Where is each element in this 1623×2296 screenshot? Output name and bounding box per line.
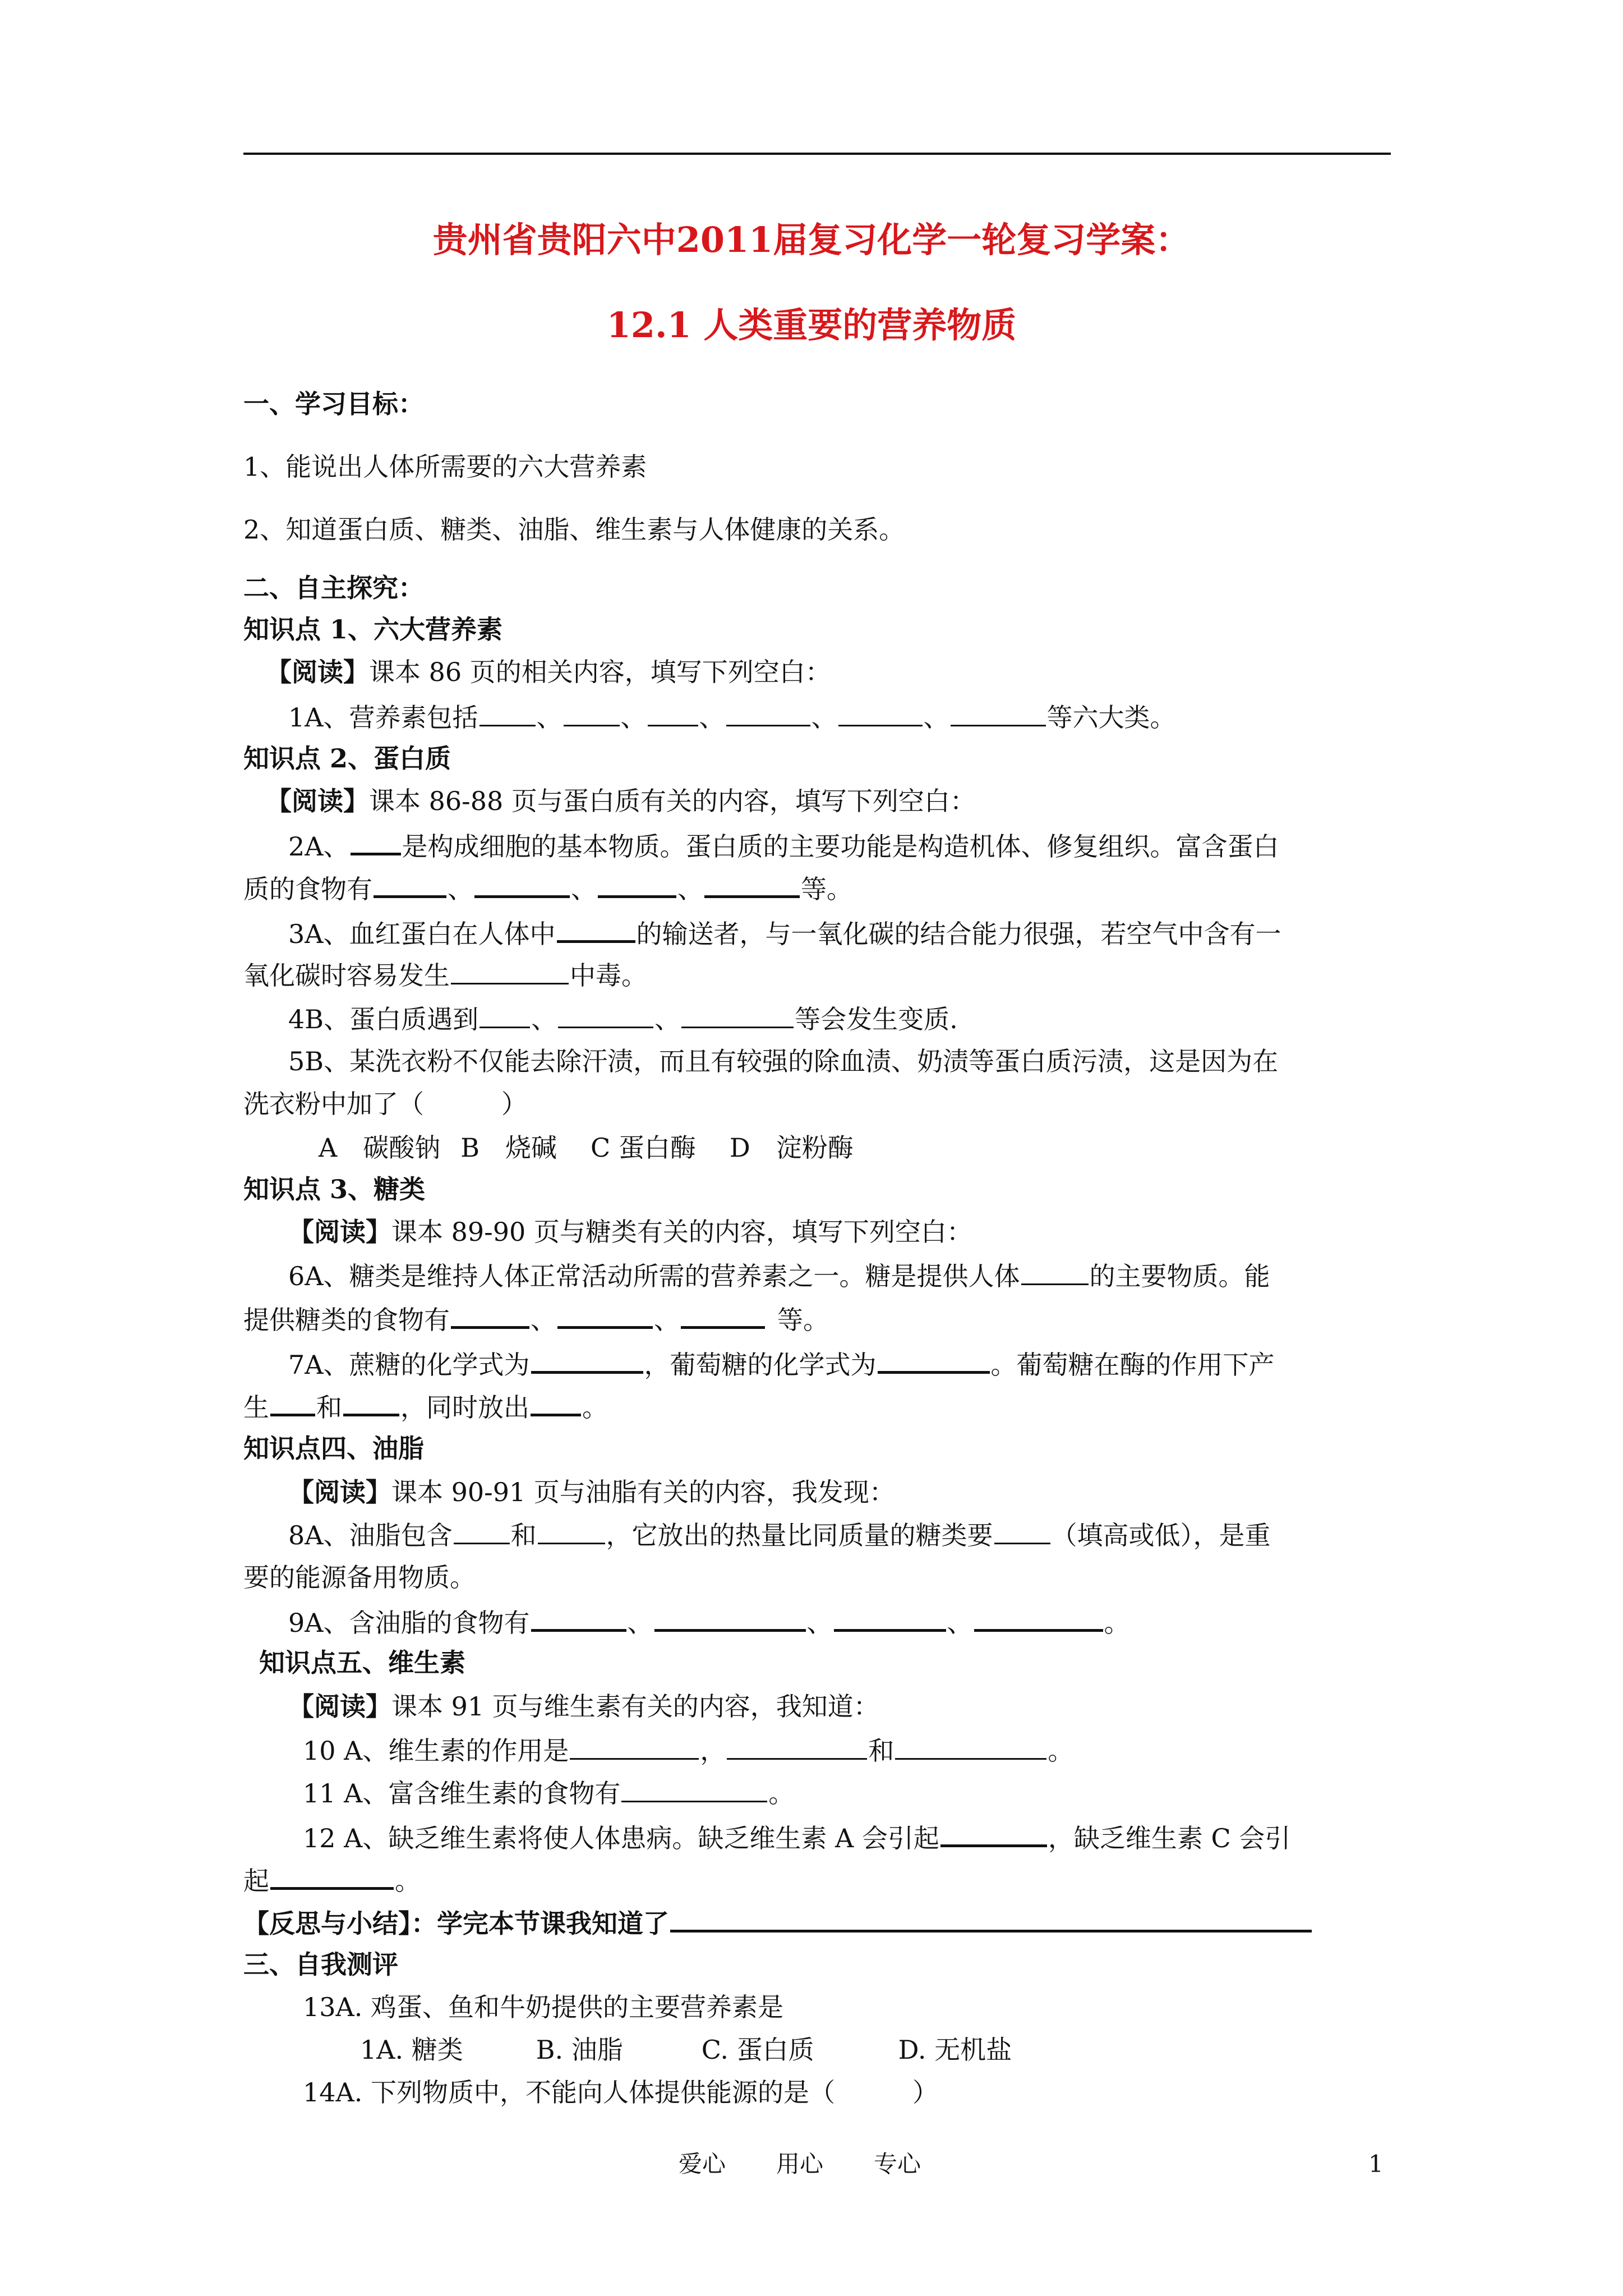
answer-blank[interactable] (654, 1604, 806, 1632)
question-9a: 9A、含油脂的食物有 、 、 、 。 (288, 1604, 1130, 1640)
answer-blank[interactable] (531, 1389, 581, 1416)
footer-item: 专心 (874, 2150, 921, 2178)
answer-blank[interactable] (648, 700, 698, 726)
read-instruction-3: 【阅读】课本 89-90 页与糖类有关的内容，填写下列空白： (288, 1217, 972, 1247)
answer-blank[interactable] (270, 1389, 315, 1416)
question-2a-cont: 质的食物有 、 、 、 等。 (243, 871, 852, 906)
question-12a: 12 A、缺乏维生素将使人体患病。缺乏维生素 A 会引起 ，缺乏维生素 C 会引 (303, 1820, 1290, 1855)
answer-blank[interactable] (451, 1301, 529, 1329)
answer-blank[interactable] (531, 1346, 643, 1374)
document-subtitle: 12.1 人类重要的营养物质 (606, 305, 1017, 346)
option-d[interactable]: D. 无机盐 (898, 2035, 1012, 2065)
answer-blank[interactable] (454, 1518, 510, 1544)
answer-blank[interactable] (374, 871, 446, 898)
answer-blank[interactable] (557, 915, 635, 943)
option-a[interactable]: A 碳酸钠 (319, 1133, 441, 1163)
goal-2: 2、知道蛋白质、糖类、油脂、维生素与人体健康的关系。 (243, 514, 905, 545)
answer-blank[interactable] (598, 871, 676, 898)
answer-blank[interactable] (670, 1905, 1312, 1932)
answer-blank[interactable] (479, 1002, 530, 1028)
answer-blank[interactable] (351, 828, 401, 855)
question-2a: 2A、 是构成细胞的基本物质。蛋白质的主要功能是构造机体、修复组织。富含蛋白 (288, 828, 1279, 863)
answer-blank[interactable] (558, 1002, 653, 1028)
knowledge-point-5: 知识点五、维生素 (259, 1648, 465, 1678)
question-7a: 7A、蔗糖的化学式为 ，葡萄糖的化学式为 。葡萄糖在酶的作用下产 (288, 1346, 1275, 1382)
answer-blank[interactable] (878, 1346, 990, 1374)
question-13a: 13A. 鸡蛋、鱼和牛奶提供的主要营养素是 (303, 1992, 783, 2022)
footer-item: 爱心 (679, 2150, 726, 2178)
reflection-summary: 【反思与小结】：学完本节课我知道了 (243, 1905, 1313, 1940)
goal-1: 1、能说出人体所需要的六大营养素 (243, 452, 647, 482)
read-instruction-1: 【阅读】课本 86 页的相关内容，填写下列空白： (266, 657, 831, 687)
knowledge-point-1: 知识点 1、六大营养素 (243, 614, 503, 645)
question-3a: 3A、血红蛋白在人体中 的输送者，与一氧化碳的结合能力很强，若空气中含有一 (288, 915, 1281, 951)
knowledge-point-3: 知识点 3、糖类 (243, 1174, 426, 1204)
answer-blank[interactable] (895, 1733, 1046, 1760)
question-4b: 4B、蛋白质遇到 、 、 等会发生变质. (288, 1002, 958, 1036)
question-6a-cont: 提供糖类的食物有 、 、 等。 (243, 1301, 829, 1337)
read-instruction-4: 【阅读】课本 90-91 页与油脂有关的内容，我发现： (288, 1477, 895, 1507)
answer-blank[interactable] (531, 1604, 626, 1632)
read-instruction-5: 【阅读】课本 91 页与维生素有关的内容，我知道： (288, 1691, 879, 1722)
page-footer (679, 2148, 971, 2180)
answer-blank[interactable] (479, 700, 536, 726)
read-instruction-2: 【阅读】课本 86-88 页与蛋白质有关的内容，填写下列空白： (266, 786, 976, 816)
knowledge-point-2: 知识点 2、蛋白质 (243, 743, 451, 774)
option-d[interactable]: D 淀粉酶 (729, 1133, 854, 1163)
read-label: 【阅读】 (266, 657, 369, 687)
section-heading-explore: 二、自主探究： (243, 573, 424, 603)
answer-blank[interactable] (951, 700, 1046, 726)
answer-blank[interactable] (621, 1776, 767, 1802)
question-8a-cont: 要的能源备用物质。 (243, 1562, 476, 1593)
question-13a-options (360, 2033, 1012, 2067)
question-14a: 14A. 下列物质中，不能向人体提供能源的是（ ） (303, 2077, 938, 2108)
question-5b-cont: 洗衣粉中加了（ ） (243, 1089, 527, 1119)
question-1a: 1A、营养素包括 、 、 、 、 、 等六大类。 (288, 700, 1176, 734)
page-number: 1 (1368, 2150, 1384, 2178)
footer-item: 用心 (776, 2150, 824, 2178)
option-c[interactable]: C 蛋白酶 (591, 1133, 696, 1163)
question-6a: 6A、糖类是维持人体正常活动所需的营养素之一。糖是提供人体 的主要物质。能 (288, 1259, 1270, 1293)
answer-blank[interactable] (704, 871, 800, 898)
answer-blank[interactable] (270, 1862, 394, 1890)
answer-blank[interactable] (1021, 1259, 1089, 1285)
answer-blank[interactable] (451, 958, 569, 984)
answer-blank[interactable] (343, 1389, 399, 1416)
option-b[interactable]: B 烧碱 (460, 1133, 557, 1163)
answer-blank[interactable] (940, 1820, 1047, 1847)
question-3a-cont: 氧化碳时容易发生 中毒。 (243, 958, 647, 992)
answer-blank[interactable] (557, 1301, 653, 1329)
answer-blank[interactable] (994, 1518, 1050, 1544)
question-8a: 8A、油脂包含 和 ，它放出的热量比同质量的糖类要 （填高或低），是重 (288, 1518, 1271, 1552)
question-10a: 10 A、维生素的作用是 ， 和 。 (303, 1733, 1073, 1768)
question-5b: 5B、某洗衣粉不仅能去除汗渍，而且有较强的除血渍、奶渍等蛋白质污渍，这是因为在 (288, 1046, 1279, 1076)
option-b[interactable]: B. 油脂 (536, 2035, 623, 2065)
answer-blank[interactable] (538, 1518, 605, 1544)
answer-blank[interactable] (564, 700, 620, 726)
answer-blank[interactable] (838, 700, 923, 726)
answer-blank[interactable] (726, 700, 810, 726)
option-c[interactable]: C. 蛋白质 (701, 2035, 814, 2065)
option-a[interactable]: 1A. 糖类 (360, 2035, 463, 2065)
answer-blank[interactable] (974, 1604, 1103, 1632)
header-rule (243, 153, 1391, 155)
question-11a: 11 A、富含维生素的食物有 。 (303, 1776, 794, 1810)
section-heading-goals: 一、学习目标： (243, 389, 424, 419)
answer-blank[interactable] (727, 1733, 867, 1760)
question-5b-options (319, 1131, 854, 1165)
document-title: 贵州省贵阳六中2011届复习化学一轮复习学案： (432, 219, 1191, 260)
answer-blank[interactable] (474, 871, 570, 898)
question-12a-cont: 起 。 (243, 1862, 421, 1898)
section-heading-self-test: 三、自我测评 (243, 1949, 398, 1980)
answer-blank[interactable] (570, 1733, 699, 1760)
answer-blank[interactable] (834, 1604, 946, 1632)
answer-blank[interactable] (681, 1002, 794, 1028)
answer-blank[interactable] (681, 1301, 765, 1329)
question-7a-cont: 生 和 ，同时放出 。 (243, 1389, 608, 1424)
knowledge-point-4: 知识点四、油脂 (243, 1433, 424, 1464)
